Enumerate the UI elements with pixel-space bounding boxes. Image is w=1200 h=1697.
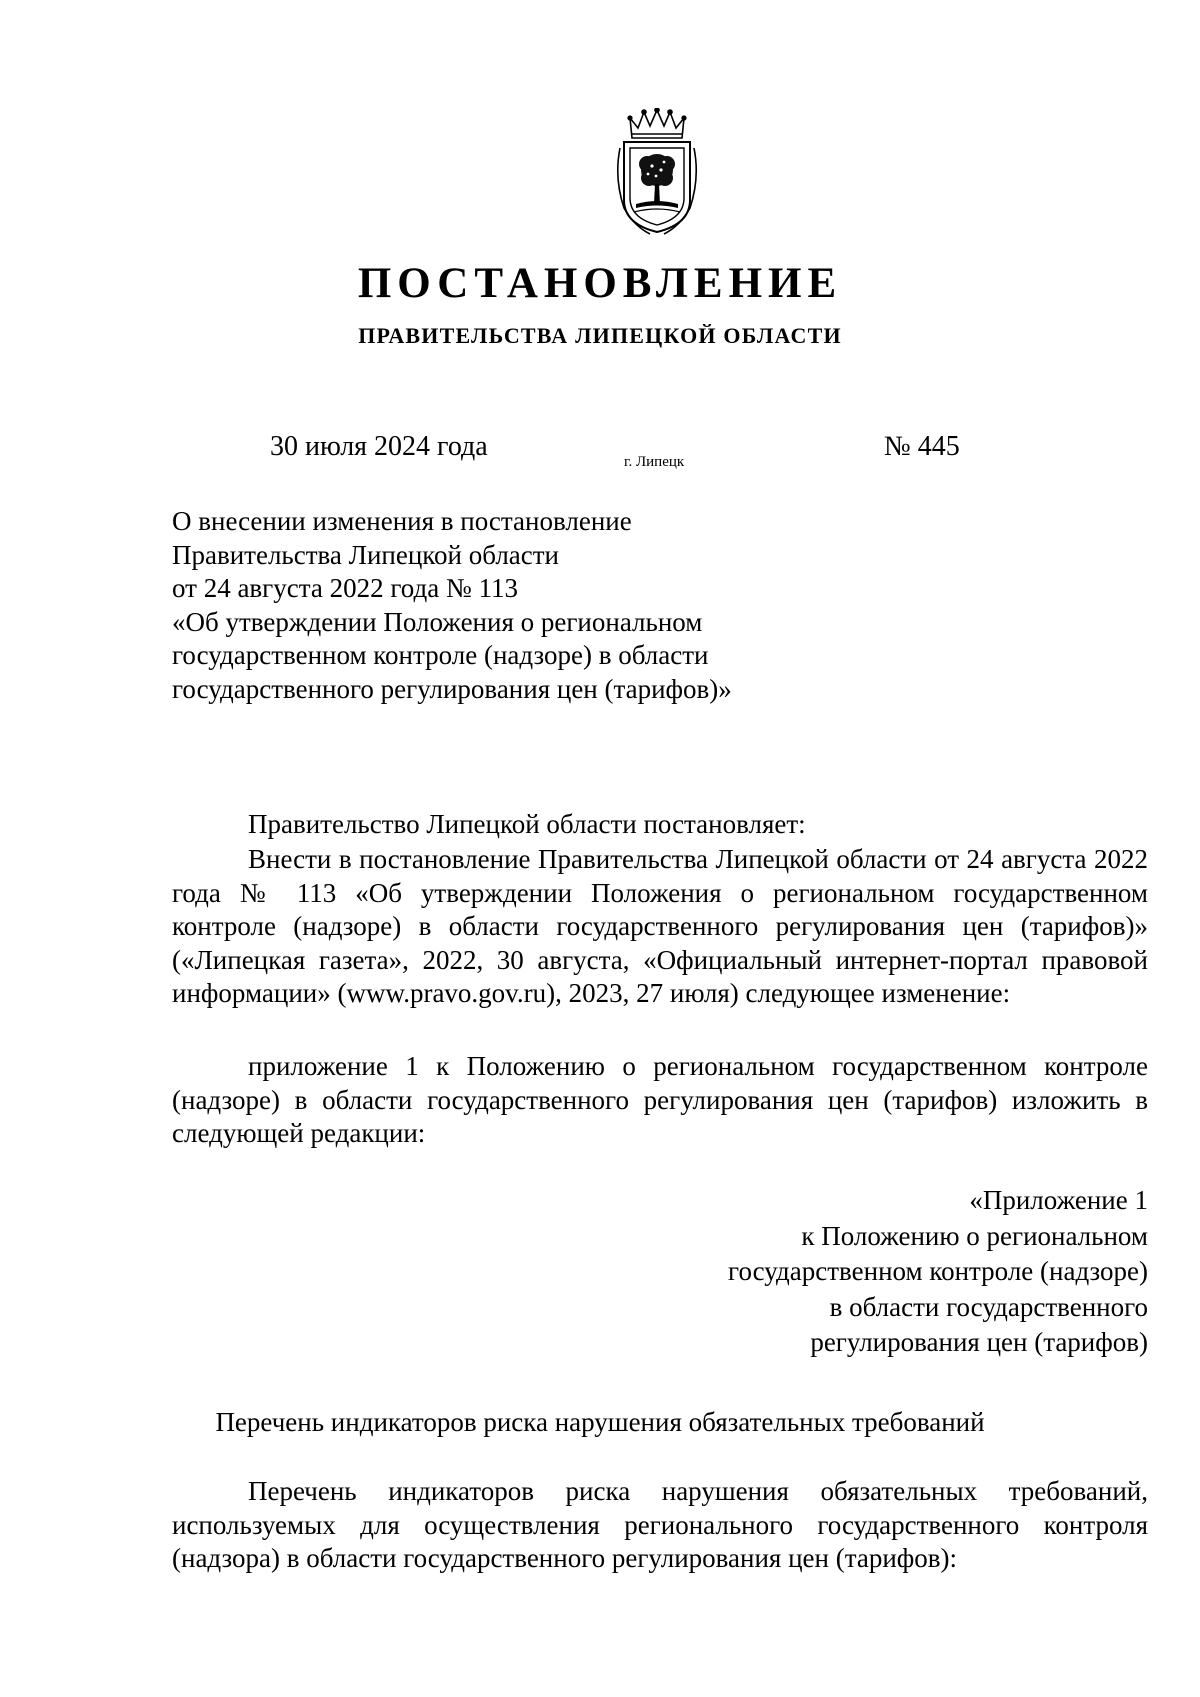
resolution-heading: [172, 505, 732, 707]
list-title: Перечень индикаторов риска нарушения обязательных требований: [215, 1407, 985, 1437]
document-title: ПОСТАНОВЛЕНИЕ: [357, 260, 843, 307]
issuer-subtitle: ПРАВИТЕЛЬСТВА ЛИПЕЦКОЙ ОБЛАСТИ: [358, 323, 842, 348]
heading-line: Правительства Липецкой области: [172, 539, 560, 570]
heading-line: от 24 августа 2022 года № 113: [172, 573, 518, 604]
main-paragraph: Внести в постановление Правительства Липецкой области от 24 августа 2022 года № 113 «Об утверждении Положения о региональном государственном контроле (надзоре) в области государственного регулирования цен (тарифов)» («Липецкая газета», 2022, 30 августа, «Официальный интернет-портал правовой информации» (www.pravo.gov.ru), 2023, 27 июля) следующее изменение:: [172, 844, 1148, 1008]
appendix-reference: [728, 1183, 1148, 1361]
document-city: г. Липецк: [624, 454, 685, 470]
document-number: № 445: [884, 431, 960, 462]
appendix-ref-line: к Положению о региональном: [801, 1220, 1148, 1251]
appendix-ref-line: в области государственного: [829, 1291, 1148, 1322]
appendix-ref-line: регулирования цен (тарифов): [810, 1327, 1148, 1357]
coat-of-arms-icon: [614, 108, 700, 236]
document-date: 30 июля 2024 года: [270, 431, 488, 462]
list-intro-paragraph: Перечень индикаторов риска нарушения обязательных требований, используемых для осуществления регионального государственного контроля (надзора) в области государственного регулирования цен (тарифов):: [172, 1476, 1148, 1573]
appendix-ref-line: государственном контроле (надзоре): [728, 1256, 1148, 1286]
heading-line: О внесении изменения в постановление: [172, 506, 632, 536]
heading-line: государственном контроле (надзоре) в области: [172, 640, 709, 671]
resolves-paragraph: Правительство Липецкой области постановляет:: [248, 809, 806, 839]
appendix-ref-line: «Приложение 1: [969, 1185, 1148, 1215]
appendix-change-paragraph: приложение 1 к Положению о региональном государственном контроле (надзоре) в области государственного регулирования цен (тарифов) изложить в следующей редакции:: [172, 1051, 1148, 1148]
heading-line: государственного регулирования цен (тарифов)»: [172, 673, 732, 704]
heading-line: «Об утверждении Положения о региональном: [172, 606, 703, 637]
